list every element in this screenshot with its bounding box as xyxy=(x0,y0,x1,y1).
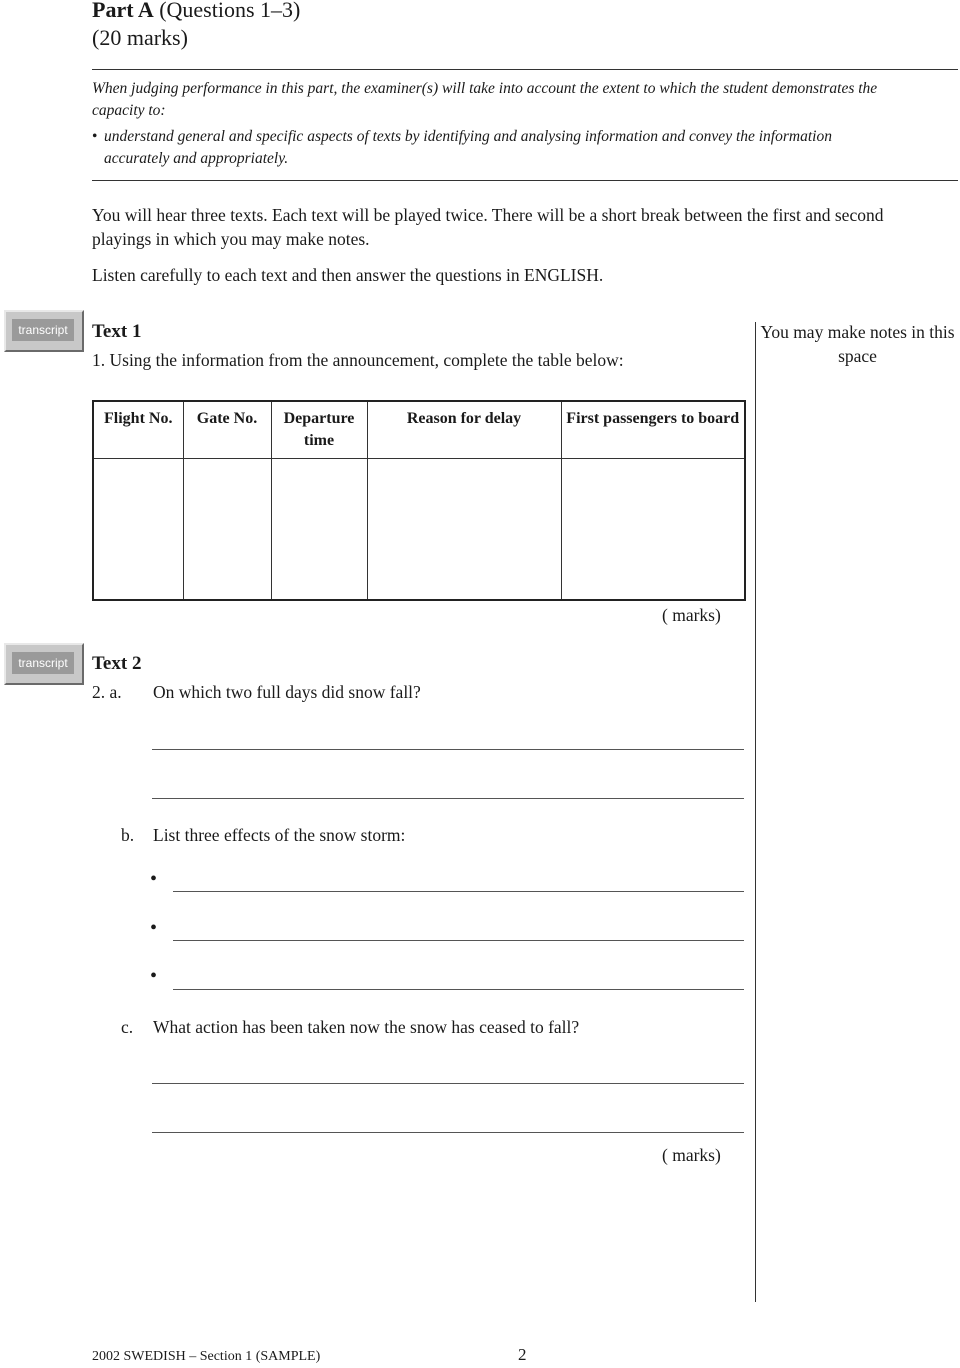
criteria-intro: When judging performance in this part, the examiner(s) will take into account the extent to which the student demonstrates the capacity to: xyxy=(92,80,878,119)
bullet-icon: • xyxy=(92,128,98,145)
part-heading xyxy=(92,0,300,24)
transcript-button-text-2[interactable] xyxy=(4,643,84,685)
header-departure-time: Departure time xyxy=(271,401,367,459)
question-2c-text: What action has been taken now the snow has ceased to fall? xyxy=(153,1017,580,1037)
page-number: 2 xyxy=(518,1345,527,1364)
instructions-line-2: Listen carefully to each text and then answer the questions in ENGLISH. xyxy=(92,265,604,285)
notes-column-divider xyxy=(755,322,756,1302)
footer-label: 2002 SWEDISH – Section 1 (SAMPLE) xyxy=(92,1349,321,1364)
effect-answer-line[interactable] xyxy=(173,940,744,941)
transcript-label: transcript xyxy=(12,652,74,674)
question-2a-number: 2. a. xyxy=(92,682,122,702)
text-2-heading: Text 2 xyxy=(92,653,142,674)
answer-cell-gate-no[interactable] xyxy=(183,459,271,601)
question-2c-letter: c. xyxy=(121,1017,134,1037)
table-answer-row xyxy=(93,459,745,601)
notes-label: You may make notes in this space xyxy=(760,322,955,366)
header-reason-for-delay: Reason for delay xyxy=(367,401,561,459)
questions-range: (Questions 1–3) xyxy=(159,0,301,22)
answer-cell-departure-time[interactable] xyxy=(271,459,367,601)
marks-total: (20 marks) xyxy=(92,25,188,50)
question-2b-text: List three effects of the snow storm: xyxy=(153,825,406,845)
criteria-bullet xyxy=(92,126,892,170)
effect-answer-line[interactable] xyxy=(173,891,744,892)
answer-line[interactable] xyxy=(152,1083,744,1084)
flight-table xyxy=(92,400,746,601)
bullet-icon: • xyxy=(150,868,158,890)
criteria-bullet-text: understand general and specific aspects of texts by identifying and analysing information and convey the information accurately and appropriately. xyxy=(104,128,832,167)
header-first-passengers: First passengers to board xyxy=(561,401,745,459)
header-gate-no: Gate No. xyxy=(183,401,271,459)
text-2-marks: ( marks) xyxy=(662,1145,721,1165)
bullet-icon: • xyxy=(150,917,158,939)
criteria-divider xyxy=(92,180,958,181)
top-divider xyxy=(92,69,958,70)
instructions-line-1: You will hear three texts. Each text will be played twice. There will be a short break between the first and second playings in which you may make notes. xyxy=(92,205,884,249)
question-2b-letter: b. xyxy=(121,825,135,845)
answer-cell-flight-no[interactable] xyxy=(93,459,183,601)
text-1-marks: ( marks) xyxy=(662,605,721,625)
table-header-row xyxy=(93,401,745,459)
header-flight-no: Flight No. xyxy=(93,401,183,459)
answer-cell-reason-for-delay[interactable] xyxy=(367,459,561,601)
text-1-heading: Text 1 xyxy=(92,321,142,342)
answer-line[interactable] xyxy=(152,1132,744,1133)
bullet-icon: • xyxy=(150,965,158,987)
answer-line[interactable] xyxy=(152,798,744,799)
answer-line[interactable] xyxy=(152,749,744,750)
question-1: 1. Using the information from the announcement, complete the table below: xyxy=(92,350,624,370)
question-2a-text: On which two full days did snow fall? xyxy=(153,682,421,702)
transcript-button-text-1[interactable] xyxy=(4,310,84,352)
part-label: Part A xyxy=(92,0,154,22)
effect-answer-line[interactable] xyxy=(173,989,744,990)
transcript-label: transcript xyxy=(12,319,74,341)
answer-cell-first-passengers[interactable] xyxy=(561,459,745,601)
assessment-criteria xyxy=(92,78,892,170)
